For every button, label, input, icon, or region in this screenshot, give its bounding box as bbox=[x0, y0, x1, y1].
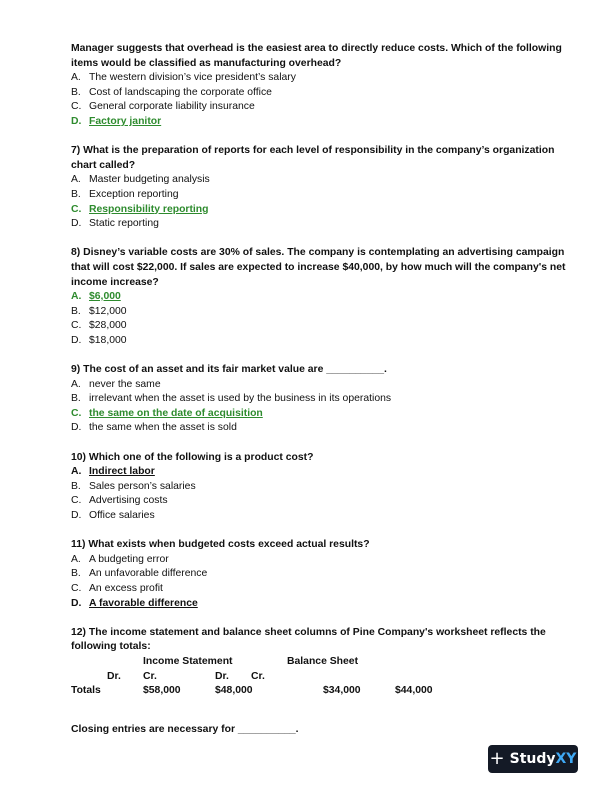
option-c: C. An excess profit bbox=[71, 582, 163, 594]
option-b: B. irrelevant when the asset is used by the business in its operations bbox=[71, 393, 392, 405]
question-block bbox=[71, 363, 571, 436]
question-block bbox=[71, 626, 571, 699]
bs-dr-total: $34,000 bbox=[323, 685, 361, 697]
option-c-correct: C. Responsibility reporting bbox=[71, 203, 209, 215]
question-text: 10) Which one of the following is a product cost? bbox=[71, 451, 314, 463]
option-d: D. the same when the asset is sold bbox=[71, 422, 237, 434]
option-d-correct: D. Factory janitor bbox=[71, 115, 162, 127]
option-d: D. Static reporting bbox=[71, 218, 159, 230]
question-text: 7) What is the preparation of reports for each level of responsibility in the company’s organization chart called? bbox=[71, 145, 555, 171]
question-block bbox=[71, 451, 571, 524]
question-block bbox=[71, 42, 571, 130]
is-dr-total: $58,000 bbox=[143, 685, 181, 697]
studyxy-logo bbox=[488, 745, 578, 773]
totals-label: Totals bbox=[71, 685, 101, 697]
bs-dr-header: Dr. bbox=[215, 670, 229, 682]
worksheet-totals-table bbox=[71, 655, 571, 699]
option-a-marked: A. Indirect labor bbox=[71, 466, 155, 478]
option-b: B. $12,000 bbox=[71, 305, 127, 317]
option-b: B. An unfavorable difference bbox=[71, 568, 208, 580]
brand-suffix: XY bbox=[555, 751, 577, 767]
option-a: A. The western division’s vice president’s salary bbox=[71, 72, 296, 84]
question-block bbox=[71, 144, 571, 232]
question-text: Manager suggests that overhead is the easiest area to directly reduce costs. Which of the following items would be classified as manufacturing overhead? bbox=[71, 43, 562, 69]
option-d: D. $18,000 bbox=[71, 334, 127, 346]
option-a-correct: A. $6,000 bbox=[71, 291, 121, 303]
option-a: A. A budgeting error bbox=[71, 553, 169, 565]
option-b: B. Exception reporting bbox=[71, 188, 179, 200]
option-a: A. never the same bbox=[71, 378, 161, 390]
income-statement-header: Income Statement bbox=[143, 655, 233, 667]
option-d: D. Office salaries bbox=[71, 510, 155, 521]
plus-icon: + bbox=[489, 748, 505, 769]
option-c: C. $28,000 bbox=[71, 320, 127, 332]
option-c: C. Advertising costs bbox=[71, 495, 168, 507]
is-cr-total: $48,000 bbox=[215, 685, 253, 697]
option-c-correct: C. the same on the date of acquisition bbox=[71, 407, 263, 419]
is-dr-header: Dr. bbox=[107, 670, 121, 682]
question-text: 11) What exists when budgeted costs exceed actual results? bbox=[71, 539, 370, 551]
option-d-marked: D. A favorable difference bbox=[71, 597, 198, 609]
question-block bbox=[71, 246, 571, 348]
bs-cr-header: Cr. bbox=[251, 670, 265, 682]
option-b: B. Cost of landscaping the corporate office bbox=[71, 86, 272, 98]
option-a: A. Master budgeting analysis bbox=[71, 174, 210, 186]
document-page bbox=[71, 42, 571, 748]
question-block bbox=[71, 538, 571, 611]
question-text: 12) The income statement and balance sheet columns of Pine Company's worksheet reflects the following totals: bbox=[71, 626, 546, 653]
brand-prefix: Study bbox=[509, 751, 556, 767]
question-text: 9) The cost of an asset and its fair market value are __________. bbox=[71, 364, 387, 376]
option-c: C. General corporate liability insurance bbox=[71, 101, 255, 113]
is-cr-header: Cr. bbox=[143, 670, 157, 682]
option-b: B. Sales person’s salaries bbox=[71, 480, 196, 492]
closing-question: Closing entries are necessary for __________. bbox=[71, 723, 299, 735]
balance-sheet-header: Balance Sheet bbox=[287, 655, 359, 667]
question-text: 8) Disney’s variable costs are 30% of sales. The company is contemplating an advertising campaign that will cost $22,000. If sales are expected to increase $40,000, by how much will the company's net income increase? bbox=[71, 247, 566, 288]
bs-cr-total: $44,000 bbox=[395, 685, 433, 697]
